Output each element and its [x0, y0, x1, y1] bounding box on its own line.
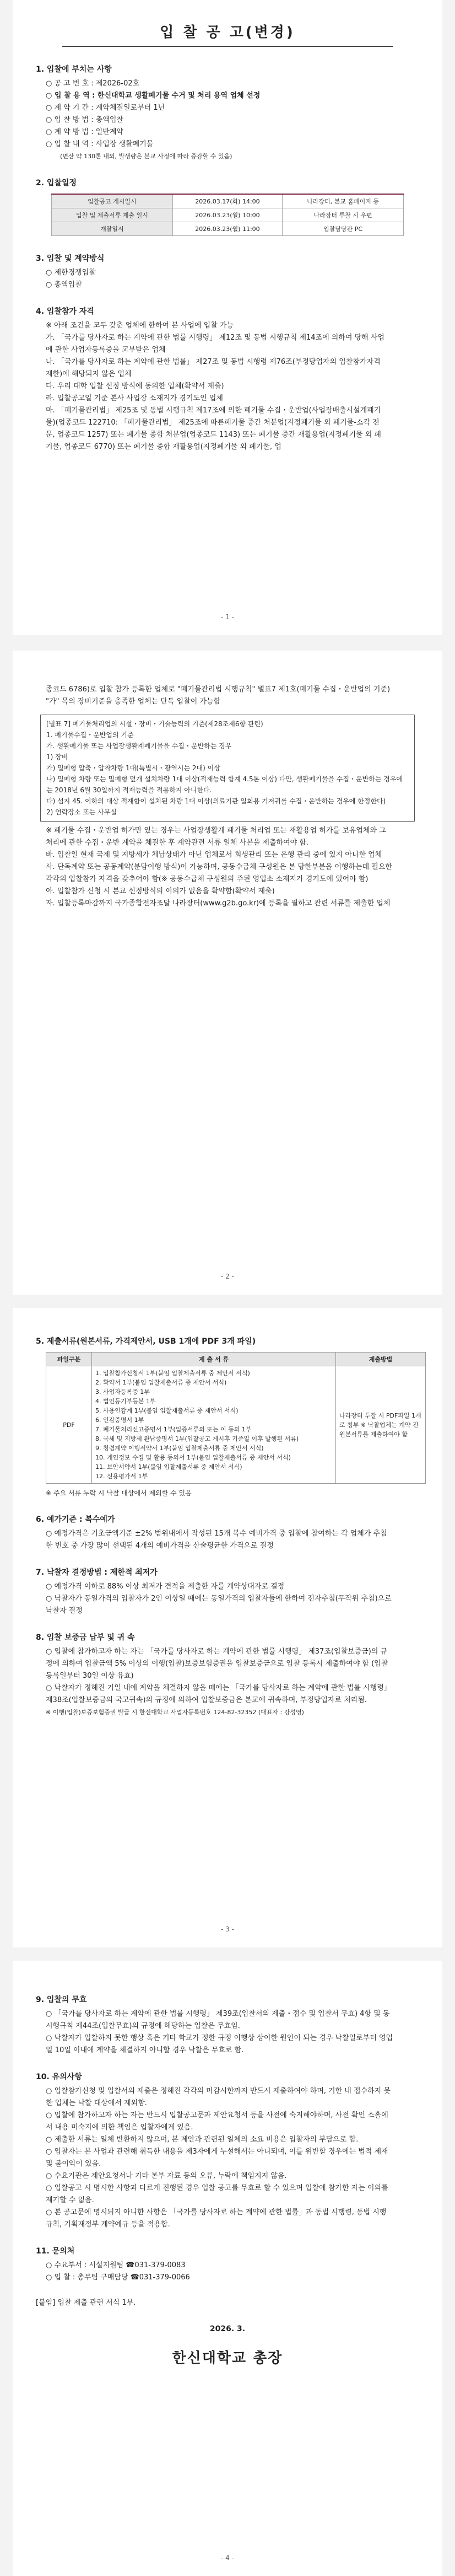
eligibility-item: 아. 입찰참가 신청 시 본교 선정방식의 이의가 없음을 확약함(확약서 제출) — [46, 887, 275, 895]
regulation-box — [40, 715, 415, 822]
section-10-heading: 10. 유의사항 — [36, 2073, 82, 2081]
page-number: - 2 - — [221, 1273, 234, 1280]
contract-type-2: ○ 총액입찰 — [46, 281, 82, 289]
eligibility-item: 라. 입찰공고일 기준 본사 사업장 소재지가 경기도인 업체 — [46, 394, 223, 402]
eligibility-item: 바. 입찰일 현재 국제 및 지방세가 체납상태가 아닌 업체로서 회생관리 또는 은행 관리 중에 있지 아니한 업체 — [46, 851, 382, 859]
documents-note: ※ 주요 서류 누락 시 낙찰 대상에서 제외할 수 있음 — [46, 1489, 192, 1497]
page-4 — [13, 1961, 442, 2576]
notice-date: 2026. 3. — [209, 2325, 246, 2333]
eligibility-item: 다. 우리 대학 입찰 선정 방식에 동의한 업체(확약서 제출) — [46, 382, 224, 390]
table-cell: 입찰 및 제출서류 제출 일시 — [52, 208, 173, 222]
column-header: 파일구분 — [46, 1353, 92, 1366]
page-2 — [13, 651, 442, 1295]
list-item: 10. 개인정보 수집 및 활용 동의서 1부(붙임 입찰제출서류 중 제안서 서식) — [95, 1454, 291, 1461]
list-item: 6. 인감증명서 1부 — [95, 1416, 144, 1424]
invalid-bid-rule: ○ 낙찰자가 입찰하지 못한 행상 혹은 기타 학교가 정한 규정 이행상 상이한 원인이 되는 경우 낙찰일로부터 영업일 10일 이내에 계약을 체결하지 아니할 경우 낙찰은 무효로 함. — [46, 2034, 393, 2054]
section-6-heading: 6. 예가기준 : 복수예가 — [36, 1515, 115, 1524]
schedule-table — [51, 194, 404, 236]
documents-table — [46, 1352, 426, 1484]
page-1 — [13, 0, 442, 635]
table-cell: 입찰공고 게시일시 — [52, 194, 173, 208]
list-item: 2. 확약서 1부(붙임 입찰제출서류 중 제안서 서식) — [95, 1379, 227, 1386]
caution-item: ○ 본 공고문에 명시되지 아니한 사항은 「국가를 당사자로 하는 계약에 관한 법률」과 동법 시행령, 동법 시행규칙, 기획재정부 계약예규 등을 적용함. — [46, 2208, 387, 2229]
list-item: 8. 국세 및 지방세 완납증명서 1부(입찰공고 게시후 기준일 이후 발행된 서류) — [95, 1435, 299, 1442]
regulation-line: 다) 섬지 45. 이하의 대상 적재함이 설치된 차량 1대 이상(의료기관 일회용 기저귀를 수집・운반하는 경우에 한정한다) — [46, 797, 386, 805]
eligibility-note: ※ 아래 조건을 모두 갖춘 업체에 한하여 본 사업에 입찰 가능 — [46, 321, 234, 330]
column-header: 제 출 서 류 — [92, 1353, 336, 1366]
list-item: 1. 입찰참가신청서 1부(붙임 입찰제출서류 중 제안서 서식) — [95, 1370, 250, 1377]
attachment-note: [붙임] 입찰 제출 관련 서식 1부. — [36, 2299, 136, 2307]
deposit-note: ※ 이행(입찰)보증보험증권 발급 시 한신대학교 사업자등록번호 124-82-32352 (대표자 : 강성영) — [46, 1709, 304, 1716]
table-cell: 나라장터, 본교 홈페이지 등 — [283, 194, 404, 208]
contact-line: ○ 입 찰 : 총무팀 구매담당 ☎031-379-0066 — [46, 2273, 190, 2282]
table-cell: 입찰담당관 PC — [283, 222, 404, 236]
bid-details: ○ 입 찰 내 역 : 사업장 생활폐기물 — [46, 140, 154, 148]
table-row — [52, 208, 404, 222]
section-2-heading: 2. 입찰일정 — [36, 179, 77, 187]
table-cell: 나라장터 투찰 시 우편 — [283, 208, 404, 222]
award-rule: ○ 예정가격 이하로 88% 이상 최저가 견적을 제출한 자를 계약상대자로 결정 — [46, 1582, 285, 1591]
list-item: 5. 사용인감계 1부(붙임 입찰제출서류 중 제안서 서식) — [95, 1407, 239, 1414]
submit-method-cell: 나라장터 투찰 시 PDF파일 1개로 첨부 ※ 낙찰업체는 계약 전 원본서류를 제출하여야 함 — [336, 1366, 426, 1484]
list-item: 12. 신용평가서 1부 — [95, 1473, 148, 1480]
notice-number: ○ 공 고 번 호 : 제2026-02호 — [46, 79, 140, 88]
section-4-heading: 4. 입찰참가 자격 — [36, 307, 94, 316]
table-cell: 2026.03.23(월) 10:00 — [172, 208, 282, 222]
reserve-price-text: ○ 예정가격은 기초금액기준 ±2% 범위내에서 작성된 15개 복수 예비가격 중 입찰에 참여하는 각 업체가 추첨한 번호 중 가장 많이 선택된 4개의 예비가격을 산술평균한 가격으로 결정 — [46, 1530, 387, 1550]
section-8-heading: 8. 입찰 보증금 납부 및 귀 속 — [36, 1633, 135, 1642]
title-rule — [62, 46, 393, 47]
regulation-line: 가. 생활폐기물 또는 사업장생활계폐기물을 수집・운반하는 경우 — [46, 742, 232, 750]
section-1-heading: 1. 입찰에 부치는 사항 — [36, 65, 112, 74]
section-7-heading: 7. 낙찰자 결정방법 : 제한적 최저가 — [36, 1568, 158, 1577]
caution-item: ○ 입찰자는 본 사업과 관련해 취득한 내용을 제3자에게 누설해서는 아니되며, 이를 위반할 경우에는 법적 제재 및 불이익이 있음. — [46, 2148, 388, 2168]
regulation-line: 나) 밀폐형 차량 또는 밀폐형 덮개 설치차량 1대 이상(적재능력 합계 4.5톤 이상) 다만, 생활폐기물을 수집・운반하는 경우에는 2018년 6월 30일까지 적재능력을 적용하지 아니한다. — [46, 775, 403, 794]
table-cell: 2026.03.23(월) 11:00 — [172, 222, 282, 236]
eligibility-item: 마. 「폐기물관리법」 제25조 및 동법 시행규칙 제17조에 의한 폐기물 수집・운반업(사업장배출시설계폐기물)(업종코드 122710: 「폐기물관리법」 제25조에 따른폐기물 중간 처분업(지정폐기물 외 폐기물-소각 전문, 업종코드 1257) 또는 폐기물 종합 처분업(업종코드 1143) 또는 폐기물 중간 재활용업(지정폐기물 외 폐기물, 업종코드 6770) 또는 폐기물 종합 재활용업(지정폐기물 외 폐기물, 업 — [46, 406, 381, 451]
contract-method: ○ 계 약 방 법 : 일반계약 — [46, 128, 123, 136]
eligibility-item: 가. 「국가를 당사자로 하는 계약에 관한 법률 시행령」 제12조 및 동법 시행규칙 제14조에 의하여 당해 사업에 관한 사업자등록증을 교부받은 업체 — [46, 334, 384, 354]
caution-item: ○ 입찰공고 시 명시한 사항과 다르게 진행된 경우 입찰 공고를 무효로 할 수 있으며 입찰에 참가한 자는 이의를 제기할 수 없음. — [46, 2184, 388, 2204]
deposit-rule: ○ 낙찰자가 정해진 기일 내에 계약을 체결하지 않을 때에는 「국가를 당사자로 하는 계약에 관한 법률 시행령」 제38조(입찰보증금의 국고귀속)의 규정에 의하여 입찰보증금은 본교에 귀속하며, 부정당업자로 처리됨. — [46, 1684, 391, 1704]
contract-period: ○ 계 약 기 간 : 계약체결일로부터 1년 — [46, 104, 165, 112]
regulation-line: 1. 폐기물수집・운반업의 기준 — [46, 731, 134, 739]
section-9-heading: 9. 입찰의 무효 — [36, 1995, 87, 2004]
page-number: - 1 - — [221, 613, 234, 621]
notice-title: 입 찰 공 고(변경) — [160, 24, 295, 41]
file-type-cell: PDF — [46, 1366, 92, 1484]
list-item: 4. 법인등기부등본 1부 — [95, 1398, 156, 1405]
contract-type-1: ○ 제한경쟁입찰 — [46, 269, 96, 277]
caution-item: ○ 입찰참가신청 및 입찰서의 제출은 정해진 각각의 마감시한까지 반드시 제출하여야 하며, 기한 내 접수하지 못한 업체는 낙찰 대상에서 제외함. — [46, 2087, 391, 2107]
issuer-signature: 한신대학교 총장 — [172, 2350, 283, 2366]
regulation-line: 1) 장비 — [46, 753, 68, 761]
column-header: 제출방법 — [336, 1353, 426, 1366]
caution-item: ○ 수요기관은 제안요청서나 기타 본부 자료 등의 오류, 누락에 책임지지 않음. — [46, 2172, 287, 2180]
section-11-heading: 11. 문의처 — [36, 2247, 75, 2256]
list-item: 9. 청렴계약 이행서약서 1부(붙임 입찰제출서류 중 제안서 서식) — [95, 1445, 264, 1452]
deposit-rule: ○ 입찰에 참가하고자 하는 자는 「국가를 당사자로 하는 계약에 관한 법률 시행령」 제37조(입찰보증금)의 규정에 의하여 입찰금액 5% 이상의 이행(입찰)보증보험증권을 입찰보증금으로 입찰 등록시 제출하여야 함 (입찰등록일부터 30일 이상 유효) — [46, 1647, 388, 1680]
bid-details-note: (면산 약 130톤 내외, 발생량은 본교 사정에 따라 증감할 수 있음) — [60, 153, 232, 160]
bid-method: ○ 입 찰 방 법 : 총액입찰 — [46, 116, 123, 124]
list-item: 3. 사업자등록증 1부 — [95, 1388, 150, 1396]
eligibility-item: 사. 단독계약 또는 공동계약(분담이행 방식)이 가능하며, 공동수급체 구성원은 본 당한부분을 이행하는데 필요한 각각의 입찰참가 자격을 갖추어야 함(※ 공동수급체 구성원의 주된 영업소 소재지가 경기도에 있어야 함) — [46, 863, 392, 883]
caution-item: ○ 입찰에 참가하고자 하는 자는 반드시 입찰공고문과 제안요청서 등을 사전에 숙지해야하며, 사전 확인 소홀에서 내용 미숙지에 의한 책임은 입찰자에게 있음. — [46, 2111, 388, 2132]
eligibility-continued: 종코드 6786)로 입찰 참가 등록한 업체로 "폐기물관리법 시행규칙" 별표7 제1호(폐기물 수집・운반업의 기준) "가" 목의 장비기준을 충족한 업체는 단독 입찰이 가능함 — [46, 685, 391, 706]
page-number: - 3 - — [221, 1925, 234, 1933]
caution-item: ○ 제출한 서류는 일체 반환하지 않으며, 본 제안과 관련된 일체의 소요 비용은 입찰자의 부담으로 함. — [46, 2135, 359, 2144]
section-5-heading: 5. 제출서류(원본서류, 가격제안서, USB 1개에 PDF 3개 파일) — [36, 1337, 256, 1346]
award-rule: ○ 낙찰자가 동일가격의 입찰자가 2인 이상일 때에는 동일가격의 입찰자들에 한하여 전자추첨(무작위 추첨)으로 낙찰자 결정 — [46, 1595, 392, 1615]
section-3-heading: 3. 입찰 및 계약방식 — [36, 254, 105, 263]
eligibility-item: 나. 「국가를 당사자로 하는 계약에 관한 법률」 제27조 및 동법 시행령 제76조(부정당업자의 입찰참가자격 제한)에 해당되지 않은 업체 — [46, 358, 381, 378]
regulation-line: 2) 연락장소 또는 사무실 — [46, 808, 117, 816]
table-row — [52, 222, 404, 236]
regulation-line: [별표 7] 폐기물처리업의 시설・장비・기술능력의 기준(제28조제6항 관련) — [46, 720, 263, 728]
page-3 — [13, 1308, 442, 1947]
regulation-line: 가) 밀폐형 압축・압착차량 1대(특별시・광역시는 2대) 이상 — [46, 764, 220, 772]
table-cell: 2026.03.17(화) 14:00 — [172, 194, 282, 208]
table-row — [46, 1366, 426, 1484]
eligibility-note: ※ 폐기물 수집・운반업 허가만 있는 경우는 사업장생활계 폐기물 처리업 또는 재활용업 허가를 보유업체와 그 처리에 관한 수집・운반 계약을 체결한 후 계약관련 서류 일체 사본을 제출하여야 함. — [46, 827, 386, 847]
list-item: 7. 폐기물처리신고증명서 1부(입증서류의 또는 이 동의 1부 — [95, 1426, 252, 1433]
contact-line: ○ 수요부서 : 시설지원팀 ☎031-379-0083 — [46, 2261, 186, 2269]
table-header-row — [46, 1353, 426, 1366]
eligibility-item: 자. 입찰등록마감까지 국가종합전자조달 나라장터(www.g2b.go.kr)에 등록을 필하고 관련 서류를 제출한 업체 — [46, 899, 391, 908]
service-name: ○ 입 찰 용 역 : 한신대학교 생활폐기물 수거 및 처리 용역 업체 선정 — [46, 92, 261, 100]
table-row — [52, 194, 404, 208]
invalid-bid-rule: ○ 「국가를 당사자로 하는 계약에 관한 법률 시행령」 제39조(입찰서의 제출・접수 및 입찰서 무효) 4항 및 동 시행규칙 제44조(입찰무효)의 규정에 해당하는 입찰은 무효임. — [46, 2010, 390, 2030]
table-cell: 개찰일시 — [52, 222, 173, 236]
page-number: - 4 - — [221, 2554, 234, 2562]
list-item: 11. 보안서약서 1부(붙임 입찰제출서류 중 제안서 서식) — [95, 1463, 242, 1471]
documents-list-cell — [92, 1366, 336, 1484]
